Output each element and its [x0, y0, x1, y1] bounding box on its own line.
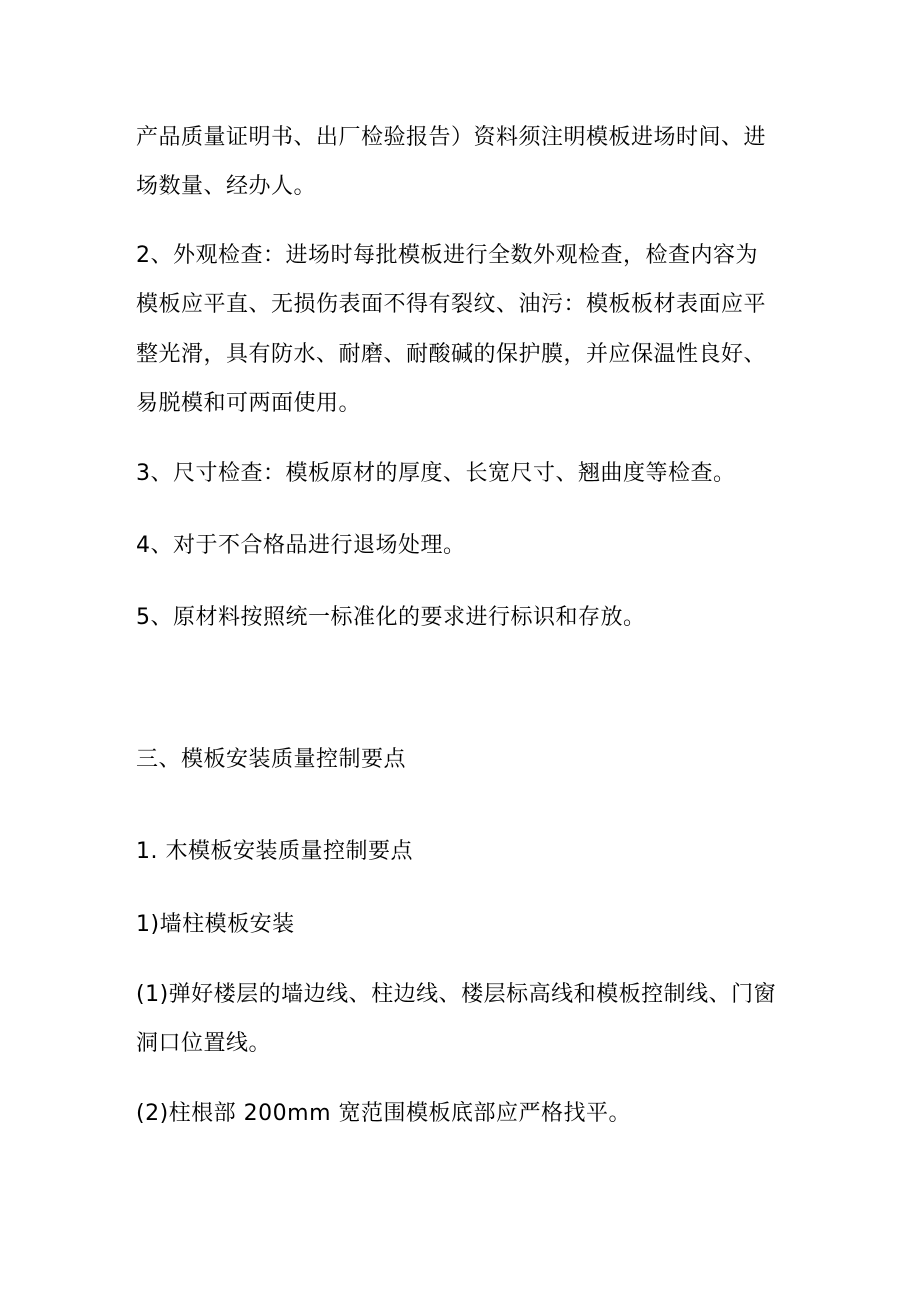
- subsection-heading: 1. 木模板安装质量控制要点: [136, 839, 413, 864]
- section-heading: 三、模板安装质量控制要点: [136, 747, 407, 772]
- step-1-line-2: 洞口位置线。: [136, 1031, 272, 1056]
- item-2-line-4: 易脱模和可两面使用。: [136, 391, 362, 416]
- item-2-line-2: 模板应平直、无损伤表面不得有裂纹、油污：模板板材表面应平: [136, 292, 767, 317]
- text-line-1: 产品质量证明书、出厂检验报告）资料须注明模板进场时间、进: [136, 125, 767, 150]
- item-4: 4、对于不合格品进行退场处理。: [136, 533, 466, 558]
- item-2-line-3: 整光滑，具有防水、耐磨、耐酸碱的保护膜，并应保温性良好、: [136, 342, 767, 367]
- step-1-line-1: (1)弹好楼层的墙边线、柱边线、楼层标高线和模板控制线、门窗: [136, 982, 777, 1007]
- item-2-line-1: 2、外观检查：进场时每批模板进行全数外观检查，检查内容为: [136, 243, 758, 268]
- item-3: 3、尺寸检查：模板原材的厚度、长宽尺寸、翘曲度等检查。: [136, 461, 736, 486]
- text-line-2: 场数量、经办人。: [136, 174, 317, 199]
- item-5: 5、原材料按照统一标准化的要求进行标识和存放。: [136, 605, 646, 630]
- step-2: (2)柱根部 200mm 宽范围模板底部应严格找平。: [136, 1101, 632, 1126]
- sub-item-heading: 1)墙柱模板安装: [136, 912, 295, 937]
